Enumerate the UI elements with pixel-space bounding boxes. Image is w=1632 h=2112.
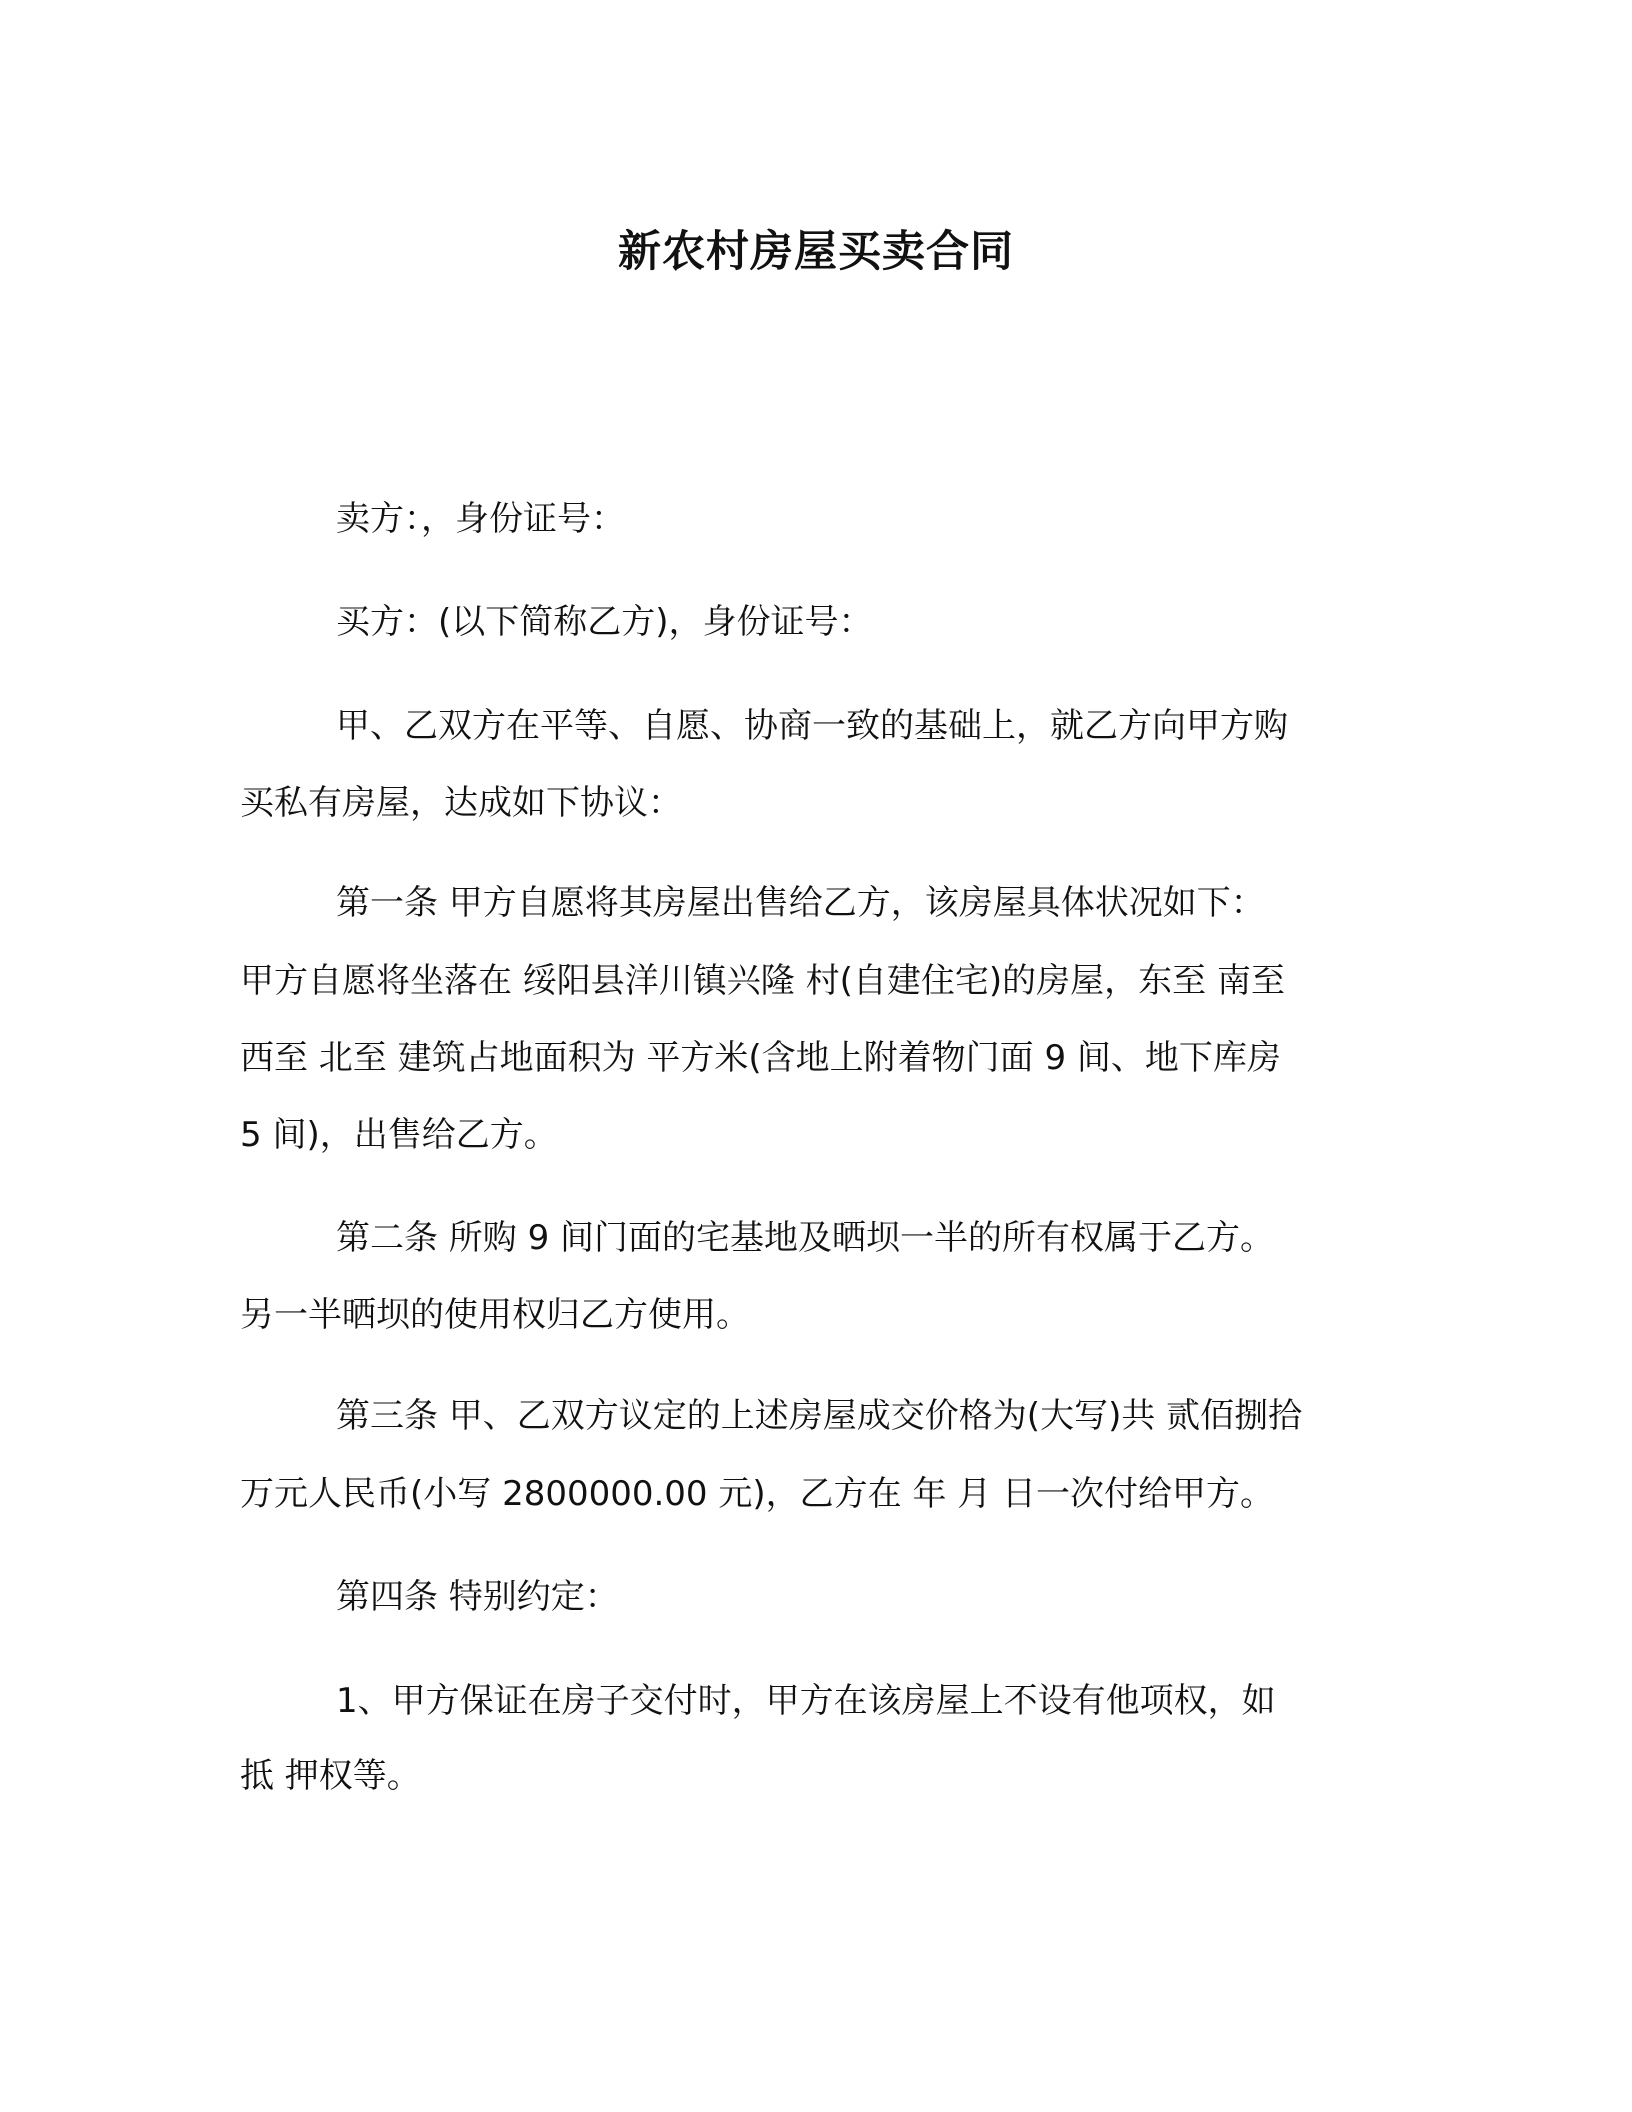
article3-line-2: 万元人民币(小写 2800000.00 元)，乙方在 年 月 日一次付给甲方。 bbox=[240, 1474, 1275, 1514]
article1-line-4: 5 间)，出售给乙方。 bbox=[240, 1115, 558, 1155]
article4-heading: 第四条 特别约定： bbox=[336, 1577, 619, 1617]
preamble-line-2: 买私有房屋，达成如下协议： bbox=[240, 783, 682, 823]
buyer-line: 买方：(以下简称乙方)，身份证号： bbox=[336, 602, 873, 642]
article1-line-3: 西至 北至 建筑占地面积为 平方米(含地上附着物门面 9 间、地下库房 bbox=[240, 1038, 1281, 1078]
clause1-line-2: 抵 押权等。 bbox=[240, 1756, 421, 1796]
clause1-line-1: 1、甲方保证在房子交付时，甲方在该房屋上不设有他项权，如 bbox=[336, 1681, 1276, 1721]
preamble-line-1: 甲、乙双方在平等、自愿、协商一致的基础上，就乙方向甲方购 bbox=[336, 706, 1288, 746]
article2-line-1: 第二条 所购 9 间门面的宅基地及晒坝一半的所有权属于乙方。 bbox=[336, 1218, 1275, 1258]
article1-line-2: 甲方自愿将坐落在 绥阳县洋川镇兴隆 村(自建住宅)的房屋，东至 南至 bbox=[240, 961, 1285, 1001]
article1-line-1: 第一条 甲方自愿将其房屋出售给乙方，该房屋具体状况如下： bbox=[336, 883, 1265, 923]
article3-line-1: 第三条 甲、乙双方议定的上述房屋成交价格为(大写)共 贰佰捌拾 bbox=[336, 1396, 1303, 1436]
article2-line-2: 另一半晒坝的使用权归乙方使用。 bbox=[240, 1295, 750, 1335]
document-title: 新农村房屋买卖合同 bbox=[618, 227, 1014, 277]
seller-line: 卖方：，身份证号： bbox=[336, 499, 625, 539]
